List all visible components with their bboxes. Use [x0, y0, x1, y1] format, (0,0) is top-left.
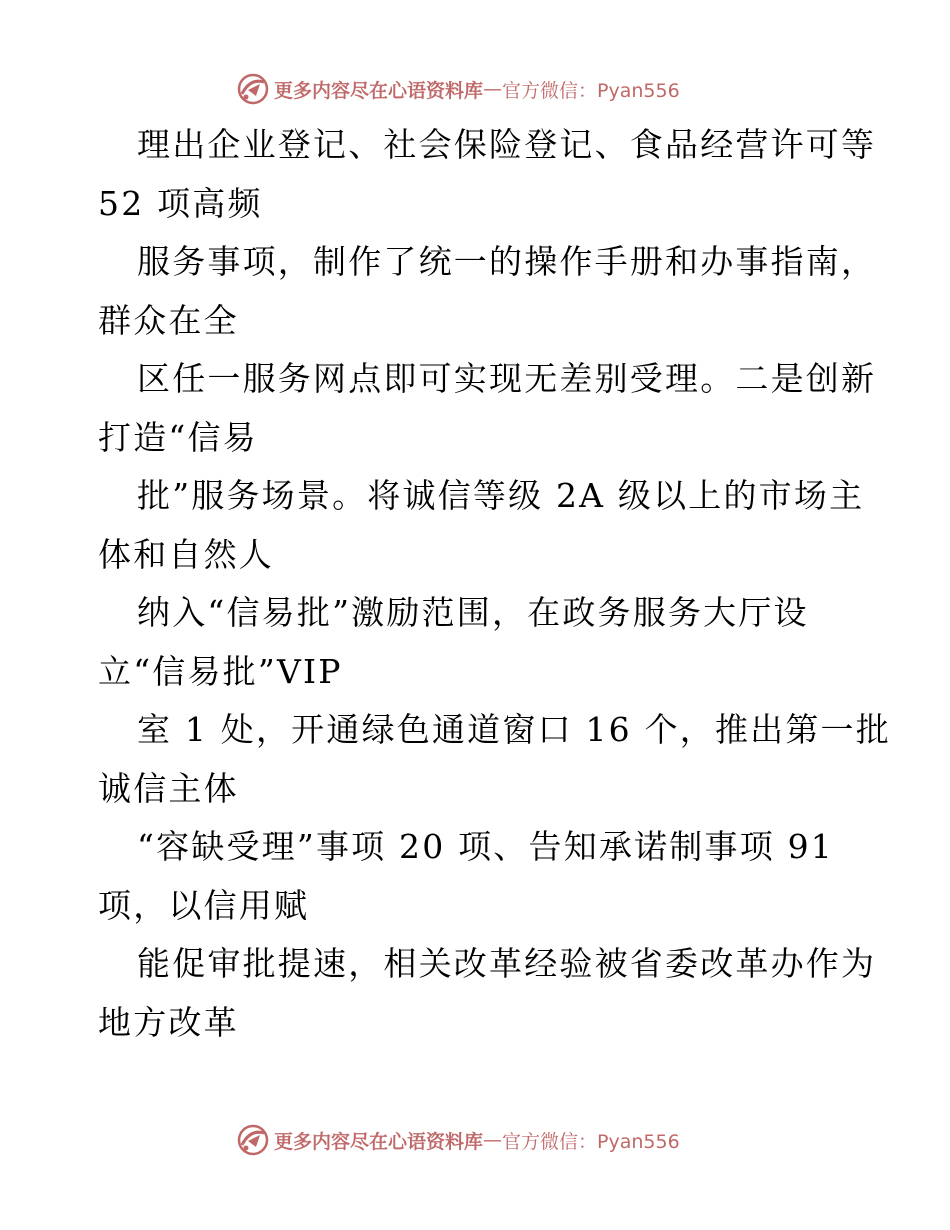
body-line: “容缺受理”事项 20 项、告知承诺制事项 91 [137, 827, 834, 866]
header-wechat-text: 官方微信：Pyan556 [502, 79, 680, 102]
footer-brand-text: 更多内容尽在心语资料库 [274, 1130, 484, 1153]
document-body [98, 116, 891, 1052]
body-line: 打造“信易 [98, 417, 258, 457]
header-watermark [0, 70, 950, 110]
header-separator: — [483, 78, 503, 100]
brand-logo-icon [236, 1123, 270, 1157]
body-line: 诚信主体 [98, 768, 239, 808]
body-line: 服务事项，制作了统一的操作手册和办事指南， [137, 242, 877, 281]
header-brand-text: 更多内容尽在心语资料库 [274, 79, 484, 102]
body-line: 室 1 处，开通绿色通道窗口 16 个，推出第一批 [137, 710, 891, 749]
footer-watermark [0, 1121, 950, 1161]
body-line: 52 项高频 [98, 183, 263, 223]
body-line: 体和自然人 [98, 534, 274, 574]
footer-separator: — [483, 1129, 503, 1151]
body-line: 纳入“信易批”激励范围，在政务服务大厅设 [137, 593, 809, 632]
body-line: 能促审批提速，相关改革经验被省委改革办作为 [137, 944, 877, 983]
body-line: 立“信易批”VIP [98, 651, 343, 691]
body-line: 地方改革 [98, 1002, 239, 1042]
body-line: 批”服务场景。将诚信等级 2A 级以上的市场主 [137, 476, 865, 515]
footer-wechat-text: 官方微信：Pyan556 [502, 1130, 680, 1153]
body-line: 项，以信用赋 [98, 885, 310, 925]
body-line: 理出企业登记、社会保险登记、食品经营许可等 [137, 125, 877, 164]
body-line: 群众在全 [98, 300, 239, 340]
brand-logo-icon [236, 72, 270, 106]
body-line: 区任一服务网点即可实现无差别受理。二是创新 [137, 359, 877, 398]
